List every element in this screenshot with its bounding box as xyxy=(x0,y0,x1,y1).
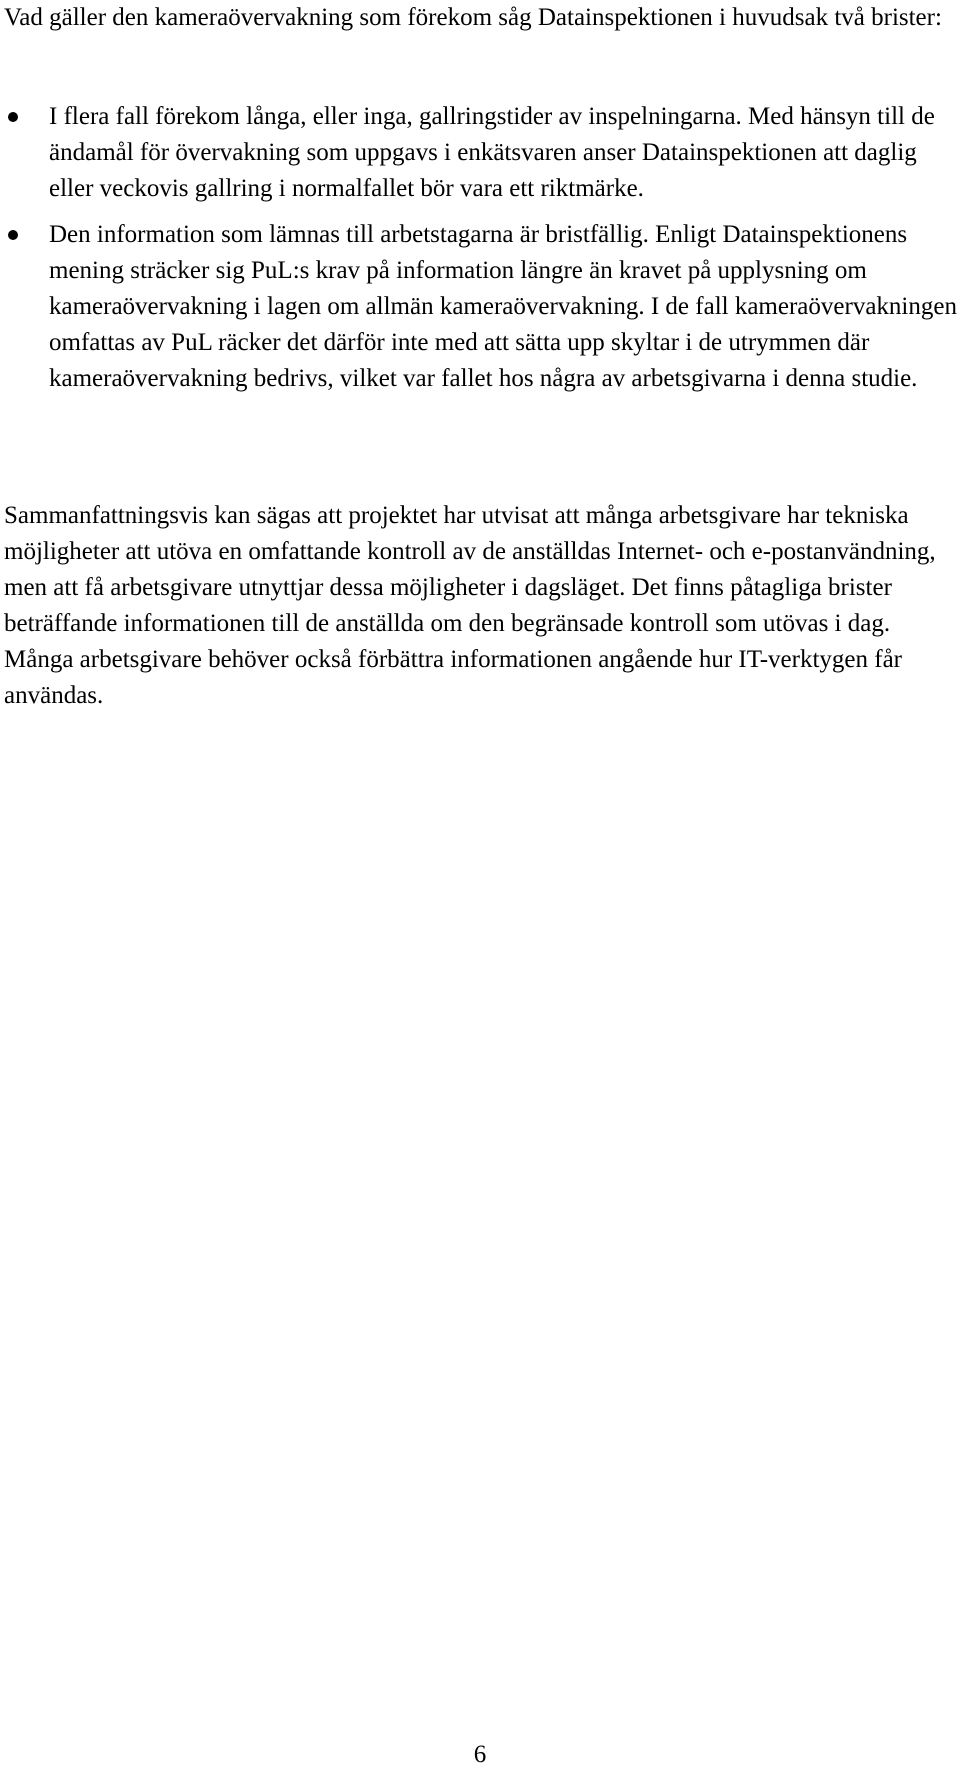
bullet-text: I flera fall förekom långa, eller inga, gallringstider av inspelningarna. Med hänsyn till de ändamål för övervakning som uppgavs i enkätsvaren anser Datainspektionen att daglig eller veckovis gallring i normalfallet bör vara ett riktmärke. xyxy=(49,103,935,202)
bullet-text: Den information som lämnas till arbetstagarna är bristfällig. Enligt Datainspektionens mening sträcker sig PuL:s krav på information längre än kravet på upplysning om kameraövervakning i lagen om allmän kameraövervakning. I de fall kameraövervakningen omfattas av PuL räcker det därför inte med att sätta upp skyltar i de utrymmen där kameraövervakning bedrivs, vilket var fallet hos några av arbetsgivarna i denna studie. xyxy=(49,221,957,392)
bullet-icon xyxy=(8,230,18,240)
summary-paragraph: Sammanfattningsvis kan sägas att projektet har utvisat att många arbetsgivare har tekniska möjligheter att utöva en omfattande kontroll av de anställdas Internet- och e-postanvändning, men att få arbetsgivare utnyttjar dessa möjligheter i dagsläget. Det finns påtagliga brister beträffande informationen till de anställda om den begränsade kontroll som utövas i dag. Många arbetsgivare behöver också förbättra informationen angående hur IT-verktygen får användas. xyxy=(4,502,936,709)
bullet-item xyxy=(0,217,960,397)
bullet-item xyxy=(0,99,960,207)
page-number: 6 xyxy=(473,1741,487,1768)
bullet-icon xyxy=(8,112,18,122)
intro-paragraph: Vad gäller den kameraövervakning som förekom såg Datainspektionen i huvudsak två brister: xyxy=(4,4,942,31)
bullet-list xyxy=(0,99,960,397)
